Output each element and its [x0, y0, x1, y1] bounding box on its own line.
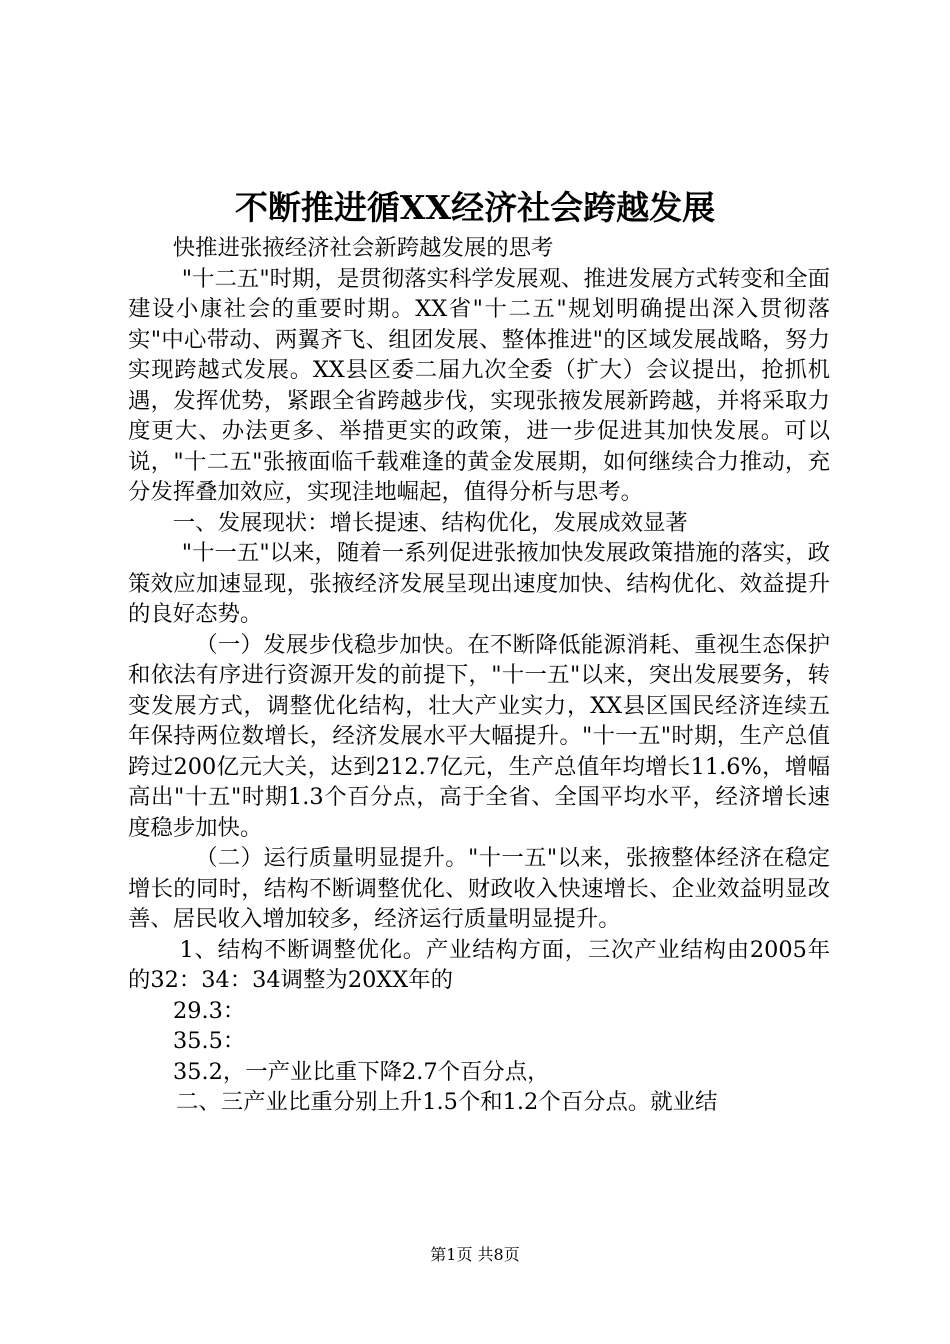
ratio-line: 35.2，一产业比重下降2.7个百分点，	[173, 1058, 550, 1085]
ratio-line: 35.5：	[173, 1028, 246, 1054]
paragraph-intro: "十二五"时期，是贯彻落实科学发展观、推进发展方式转变和全面建设小康社会的重要时期。XX省"十二五"规划明确提出深入贯彻落实"中心带动、两翼齐飞、组团发展、整体推进"的区域发展战略，努力实现跨越式发展。XX县区委二届九次全委（扩大）会议提出，抢抓机遇，发挥优势，紧跟全省跨越步伐，实现张掖发展新跨越，并将采取力度更大、办法更多、举措更实的政策，进一步促进其加快发展。可以说，"十二五"张掖面临千载难逢的黄金发展期，如何继续合力推动，充分发挥叠加效应，实现洼地崛起，值得分析与思考。	[128, 265, 830, 505]
paragraph-continuation: 二、三产业比重分别上升1.5个和1.2个百分点。就业结	[176, 1089, 718, 1115]
ratio-line: 29.3：	[173, 997, 246, 1024]
document-title: 不断推进循XX经济社会跨越发展	[234, 188, 716, 227]
paragraph-status: "十一五"以来，随着一系列促进张掖加快发展政策措施的落实，政策效应加速显现，张掖经济发展呈现出速度加快、结构优化、效益提升的良好态势。	[128, 540, 830, 627]
paragraph-structure: 1、结构不断调整优化。产业结构方面，三次产业结构由2005年的32：34：34调整为20XX年的	[128, 936, 830, 993]
paragraph-quality: （二）运行质量明显提升。"十一五"以来，张掖整体经济在稳定增长的同时，结构不断调整优化、财政收入快速增长、企业效益明显改善、居民收入增加较多，经济运行质量明显提升。	[128, 845, 830, 932]
page-footer: 第1页 共8页	[430, 1245, 520, 1264]
subtitle-paragraph: 快推进张掖经济社会新跨越发展的思考	[172, 235, 554, 261]
section-heading-one: 一、发展现状：增长提速、结构优化，发展成效显著	[172, 509, 688, 536]
document-body	[128, 233, 830, 1118]
paragraph-pace: （一）发展步伐稳步加快。在不断降低能源消耗、重视生态保护和依法有序进行资源开发的前提下，"十一五"以来，突出发展要务，转变发展方式，调整优化结构，壮大产业实力，XX县区国民经济连续五年保持两位数增长，经济发展水平大幅提升。"十一五"时期，生产总值跨过200亿元大关，达到212.7亿元，生产总值年均增长11.6%，增幅高出"十五"时期1.3个百分点，高于全省、全国平均水平，经济增长速度稳步加快。	[128, 631, 830, 841]
